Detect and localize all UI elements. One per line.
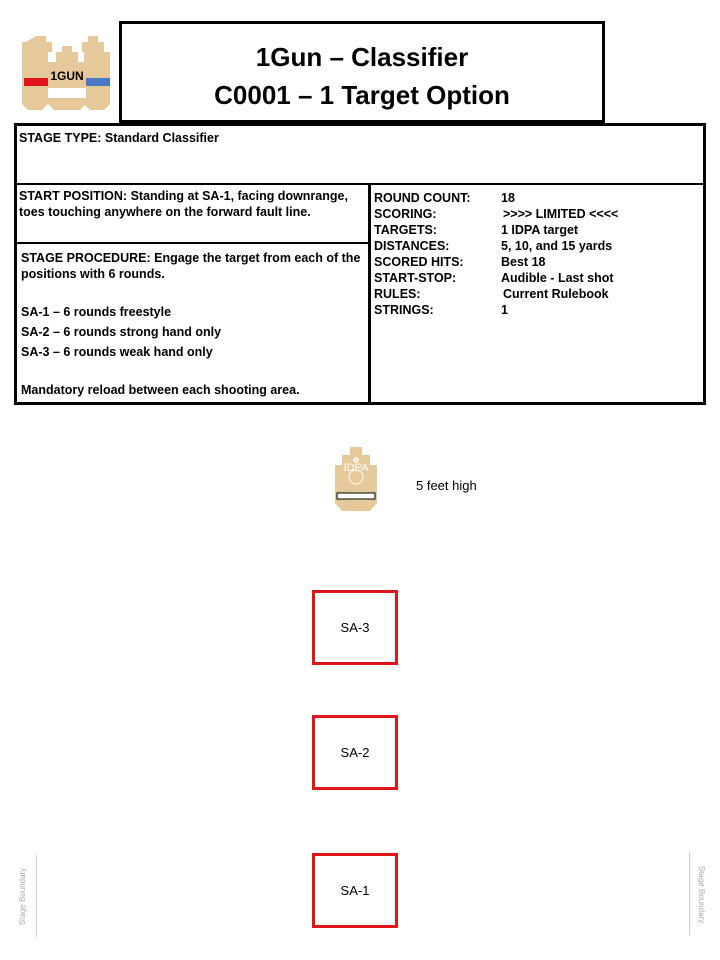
idpa-target [335,447,377,511]
info-row [374,190,704,206]
info-value: 5, 10, and 15 yards [501,239,613,253]
divider [17,242,369,244]
info-value: Current Rulebook [503,287,609,301]
info-row [374,222,704,238]
stage-procedure [21,250,365,398]
1gun-logo [22,36,112,110]
sa2-label: SA-2 [340,745,370,760]
target-label: IDPA [343,462,369,474]
title-box [119,21,605,123]
sa1-label: SA-1 [340,883,370,898]
info-key: ROUND COUNT: [374,191,471,205]
procedure-note: Mandatory reload between each shooting area. [21,383,300,397]
logo-text: 1GUN [50,69,84,83]
info-key: DISTANCES: [374,239,450,253]
start-position: START POSITION: Standing at SA-1, facing downrange, toes touching anywhere on the forward fault line. [19,189,348,219]
info-row [374,302,704,318]
info-row [374,286,704,302]
divider [368,183,371,405]
info-row [374,238,704,254]
info-key: START-STOP: [374,271,457,285]
procedure-step: SA-2 – 6 rounds strong hand only [21,325,222,339]
info-key: RULES: [374,287,421,301]
target-height-note: 5 feet high [416,478,477,493]
stage-info [374,190,704,318]
info-value: 18 [501,191,515,205]
stage-type: STAGE TYPE: Standard Classifier [19,131,219,145]
sa3-label: SA-3 [340,620,370,635]
info-key: TARGETS: [374,223,437,237]
info-row [374,270,704,286]
info-value: 1 [501,303,508,317]
stage-boundary-left: Stage Boundary [18,867,28,925]
info-value: 1 IDPA target [501,223,579,237]
shooting-area-sa1 [312,853,398,928]
page-title: 1Gun – Classifier [255,42,469,72]
info-value: >>>> LIMITED <<<< [503,207,619,221]
procedure-intro: STAGE PROCEDURE: Engage the target from each of the positions with 6 rounds. [21,251,361,281]
stage-boundary-line-left [36,855,37,937]
info-key: STRINGS: [374,303,434,317]
procedure-step: SA-1 – 6 rounds freestyle [21,305,172,319]
info-key: SCORING: [374,207,437,221]
info-key: SCORED HITS: [374,255,464,269]
info-row [374,206,704,222]
shooting-area-sa2 [312,715,398,790]
divider [17,183,703,185]
stage-boundary-line-right [689,853,690,935]
stage-sheet [14,123,706,405]
info-row [374,254,704,270]
info-value: Best 18 [501,255,546,269]
stage-boundary-right: Stage Boundary [697,865,707,923]
page-subtitle: C0001 – 1 Target Option [214,80,510,110]
info-value: Audible - Last shot [501,271,614,285]
shooting-area-sa3 [312,590,398,665]
procedure-step: SA-3 – 6 rounds weak hand only [21,345,213,359]
